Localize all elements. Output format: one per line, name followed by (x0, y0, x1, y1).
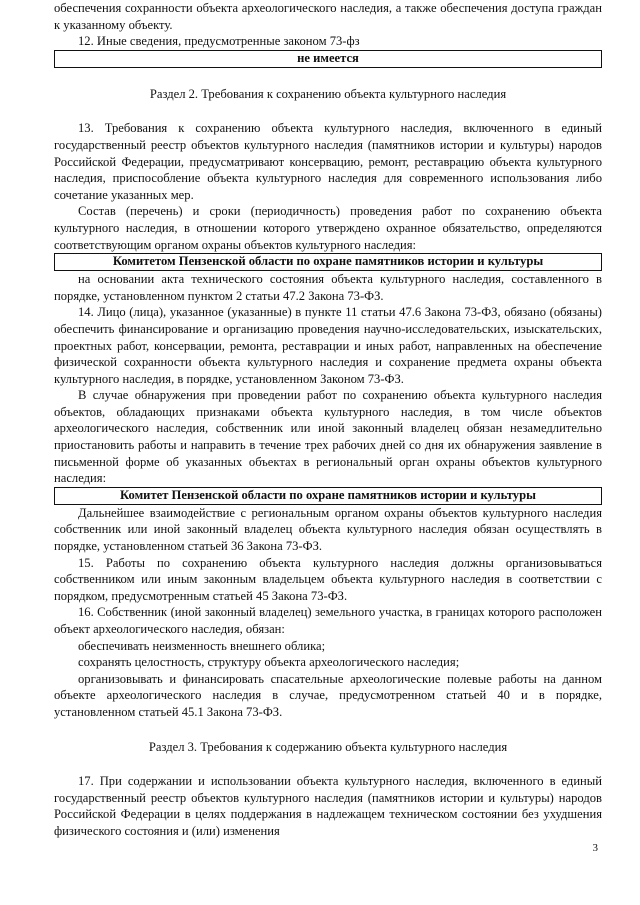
box-committee-1: Комитетом Пензенской области по охране памятников истории и культуры (54, 253, 602, 271)
paragraph-composition: Состав (перечень) и сроки (периодичность) проведения работ по сохранению объекта культурного наследия, в отношении которого утверждено охранное обязательство, определяются соответствующим органом охраны объектов культурного наследия: (54, 204, 602, 252)
duty-3: организовывать и финансировать спасательные археологические полевые работы на данном объекте археологического наследия в случае, предусмотренном статьей 40 и в порядке, установленном статьей 45.1 Закона 73-ФЗ. (54, 671, 602, 719)
item-13: 13. Требования к сохранению объекта культурного наследия, включенного в единый государственный реестр объектов культурного наследия (памятников истории и культуры) народов Российской Федерации, предусматривают консервацию, ремонт, реставрацию объекта культурного наследия, приспособление объекта культурного наследия для современного использования либо сочетание указанных мер. (54, 121, 602, 202)
document-page (54, 0, 602, 840)
item-12: 12. Иные сведения, предусмотренные законом 73-фз (78, 34, 360, 49)
paragraph-discovery: В случае обнаружения при проведении работ по сохранению объекта культурного наследия объектов, обладающих признаками объекта культурного наследия, в том числе объектов археологического наследия, собственник или иной законный владелец обязан незамедлительно приостановить работы и направить в течение трех рабочих дней со дня их обнаружения заявление в письменной форме об указанных объектах в региональный орган охраны объектов культурного наследия: (54, 388, 602, 486)
item-15: 15. Работы по сохранению объекта культурного наследия должны организовываться собственником или иным законным владельцем объекта культурного наследия в соответствии с порядком, предусмотренным статьей 45 Закона 73-ФЗ. (54, 555, 602, 603)
section-3-title: Раздел 3. Требования к содержанию объекта культурного наследия (148, 739, 508, 754)
paragraph-basis: на основании акта технического состояния объекта культурного наследия, составленного в порядке, установленном пунктом 2 статьи 47.2 Закона 73-ФЗ. (54, 272, 602, 303)
duty-1: обеспечивать неизменность внешнего облика; (78, 638, 326, 653)
item-17: 17. При содержании и использовании объекта культурного наследия, включенного в единый государственный реестр объектов культурного наследия (памятников истории и культуры) народов Российской Федерации в целях поддержания в надлежащем техническом состоянии без ухудшения физического состояния и (или) изменения (54, 774, 602, 838)
box-committee-2: Комитет Пензенской области по охране памятников истории и культуры (54, 487, 602, 505)
paragraph-interaction: Дальнейшее взаимодействие с региональным органом охраны объектов культурного наследия собственник или иной законный владелец объекта культурного наследия обязан осуществлять в порядке, установленном статьей 36 Закона 73-ФЗ. (54, 505, 602, 554)
paragraph-intro: обеспечения сохранности объекта археологического наследия, а также обеспечения доступа граждан к указанному объекту. (54, 1, 602, 32)
duty-2: сохранять целостность, структуру объекта археологического наследия; (78, 655, 460, 670)
item-14: 14. Лицо (лица), указанное (указанные) в пункте 11 статьи 47.6 Закона 73-ФЗ, обязано (обязаны) обеспечить финансирование и организацию проведения научно-исследовательских, изыскательских, проектных работ, консервации, ремонта, реставрации и иных работ, направленных на обеспечение физической сохранности объекта культурного наследия и сохранение предмета охраны объекта культурного наследия, в порядке, установленном Законом 73-ФЗ. (54, 305, 602, 386)
page-number: 3 (592, 842, 598, 854)
box-none: не имеется (54, 50, 602, 68)
item-16: 16. Собственник (иной законный владелец) земельного участка, в границах которого расположен объект археологического наследия, обязан: (54, 605, 602, 636)
section-2-title: Раздел 2. Требования к сохранению объекта культурного наследия (149, 86, 507, 101)
